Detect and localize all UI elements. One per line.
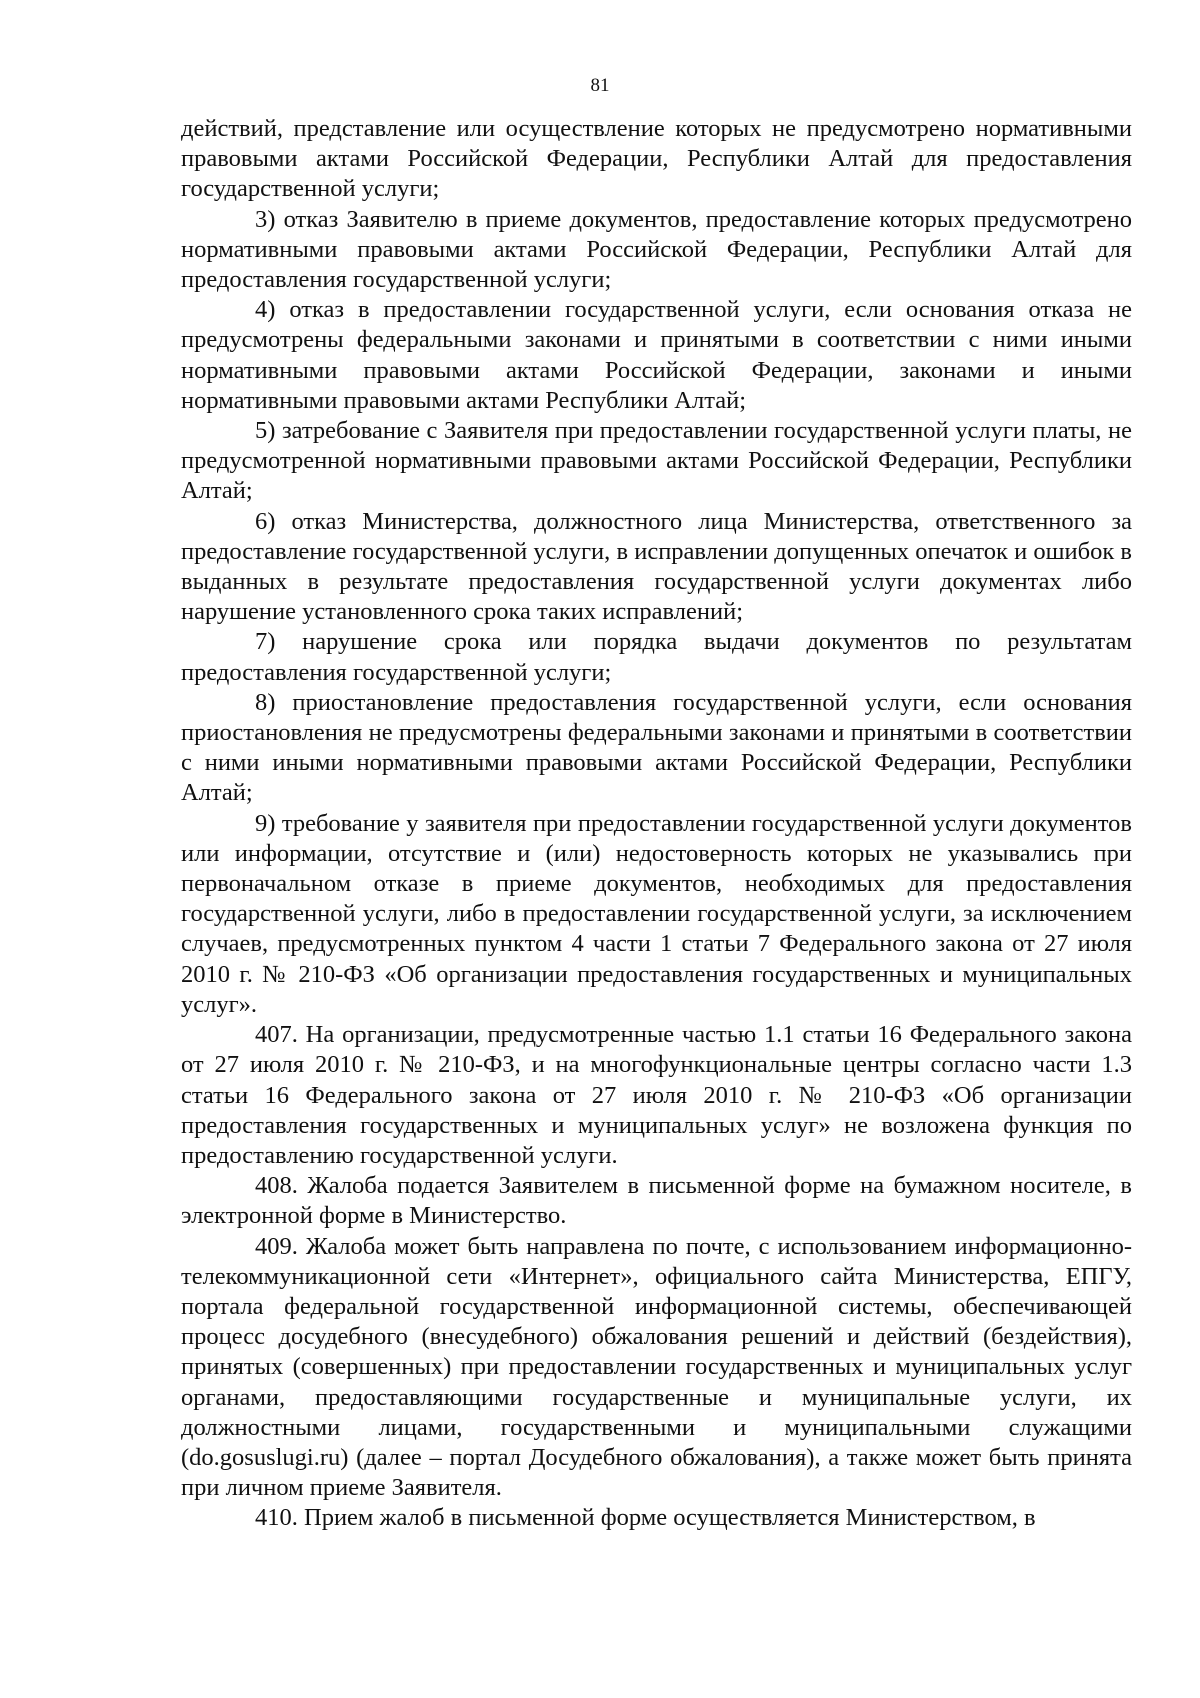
page-number: 81	[590, 75, 610, 96]
paragraph-410: 410. Прием жалоб в письменной форме осуществляется Министерством, в	[255, 1504, 1036, 1532]
paragraph-item-5: 5) затребование с Заявителя при предоставлении государственной услуги платы, не предусмотренной нормативными правовыми актами Российской Федерации, Республики Алтай;	[181, 417, 1132, 505]
paragraph-item-6: 6) отказ Министерства, должностного лица Министерства, ответственного за предоставление государственной услуги, в исправлении допущенных опечаток и ошибок в выданных в результате предоставления государственной услуги документах либо нарушение установленного срока таких исправлений;	[181, 507, 1132, 626]
paragraph-409: 409. Жалоба может быть направлена по почте, с использованием информационно-телекоммуникационной сети «Интернет», официального сайта Министерства, ЕПГУ, портала федеральной государственной информационной системы, обеспечивающей процесс досудебного (внесудебного) обжалования решений и действий (бездействия), принятых (совершенных) при предоставлении государственных и муниципальных услуг органами, предоставляющими государственные и муниципальные услуги, их должностными лицами, государственными и муниципальными служащими (do.gosuslugi.ru) (далее – портал Досудебного обжалования), а также может быть принята при личном приеме Заявителя.	[181, 1232, 1132, 1502]
paragraph-item-4: 4) отказ в предоставлении государственной услуги, если основания отказа не предусмотрены федеральными законами и принятыми в соответствии с ними иными нормативными правовыми актами Российской Федерации, законами и иными нормативными правовыми актами Республики Алтай;	[181, 296, 1132, 414]
paragraph-408: 408. Жалоба подается Заявителем в письменной форме на бумажном носителе, в электронной форме в Министерство.	[181, 1172, 1132, 1230]
paragraph-item-3: 3) отказ Заявителю в приеме документов, предоставление которых предусмотрено нормативными правовыми актами Российской Федерации, Республики Алтай для предоставления государственной услуги;	[181, 205, 1132, 294]
paragraph-407: 407. На организации, предусмотренные частью 1.1 статьи 16 Федерального закона от 27 июля 2010 г. № 210-ФЗ, и на многофункциональные центры согласно части 1.3 статьи 16 Федерального закона от 27 июля 2010 г. № 210-ФЗ «Об организации предоставления государственных и муниципальных услуг» не возложена функция по предоставлению государственной услуги.	[181, 1021, 1132, 1169]
body-text	[181, 114, 1132, 1534]
paragraph-item-8: 8) приостановление предоставления государственной услуги, если основания приостановления не предусмотрены федеральными законами и принятыми в соответствии с ними иными нормативными правовыми актами Российской Федерации, Республики Алтай;	[181, 688, 1132, 807]
paragraph-item-7: 7) нарушение срока или порядка выдачи документов по результатам предоставления государственной услуги;	[181, 628, 1132, 686]
paragraph-continuation: действий, представление или осуществление которых не предусмотрено нормативными правовыми актами Российской Федерации, Республики Алтай для предоставления государственной услуги;	[181, 115, 1132, 203]
paragraph-item-9: 9) требование у заявителя при предоставлении государственной услуги документов или информации, отсутствие и (или) недостоверность которых не указывались при первоначальном отказе в приеме документов, необходимых для предоставления государственной услуги, либо в предоставлении государственной услуги, за исключением случаев, предусмотренных пунктом 4 части 1 статьи 7 Федерального закона от 27 июля 2010 г. № 210-ФЗ «Об организации предоставления государственных и муниципальных услуг».	[181, 809, 1132, 1018]
